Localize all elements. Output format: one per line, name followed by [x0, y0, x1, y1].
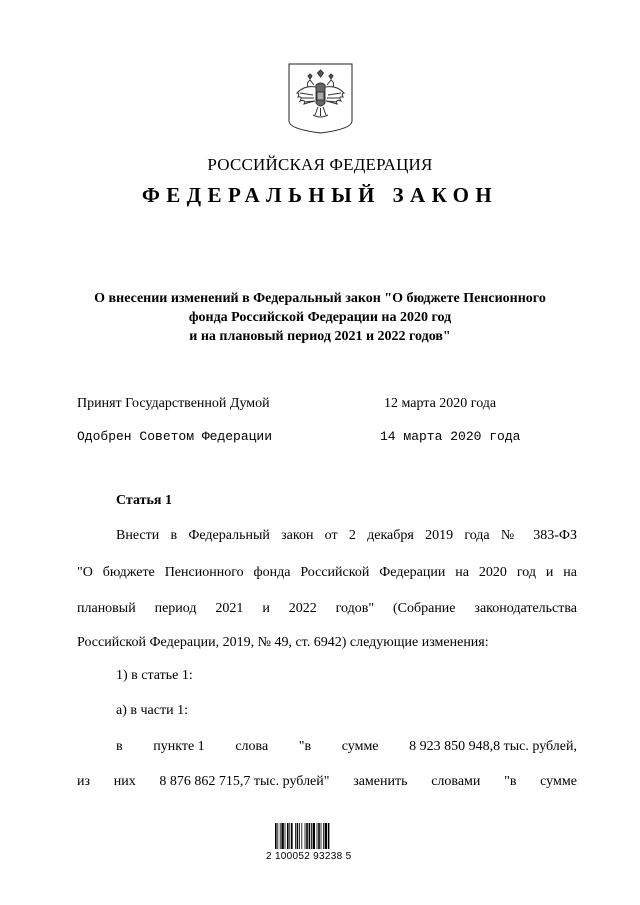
- article-item: 1) в статье 1:: [116, 668, 193, 683]
- article-heading: Статья 1: [116, 493, 172, 508]
- barcode-bar: [291, 823, 293, 849]
- article-text-line: плановый период 2021 и 2022 годов" (Собрание законодательства: [77, 601, 577, 616]
- adoption-council-row: [77, 429, 557, 444]
- word: "в: [504, 774, 517, 789]
- article-text-line: Российской Федерации, 2019, № 49, ст. 6942) следующие изменения:: [77, 635, 489, 650]
- law-type-heading: ФЕДЕРАЛЬНЫЙ ЗАКОН: [141, 183, 499, 207]
- barcode-bar: [280, 823, 281, 849]
- barcode-bar: [285, 823, 286, 849]
- barcode-bar: [321, 823, 322, 849]
- law-title-line: фонда Российской Федерации на 2020 год: [188, 310, 452, 325]
- word: сумме: [341, 739, 379, 754]
- barcode-number: 2 100052 93238 5: [266, 851, 352, 862]
- barcode-bar: [318, 823, 320, 849]
- barcode-bar: [297, 823, 299, 849]
- barcode-bar: [301, 823, 302, 849]
- word: "в: [298, 739, 312, 754]
- adoption-council-date: 14 марта 2020 года: [380, 429, 521, 444]
- barcode-bar: [287, 823, 289, 849]
- law-title-line: и на плановый период 2021 и 2022 годов": [189, 329, 451, 344]
- country-name: РОССИЙСКАЯ ФЕДЕРАЦИЯ: [207, 155, 433, 174]
- barcode-bar: [306, 823, 308, 849]
- word: из: [77, 774, 91, 789]
- coat-of-arms-icon: [288, 63, 353, 134]
- article-text-line: "О бюджете Пенсионного фонда Российской Федерации на 2020 год и на: [77, 565, 577, 580]
- barcode-bar: [295, 823, 296, 849]
- barcode-bar: [305, 823, 306, 849]
- word: заменить: [353, 774, 408, 789]
- word: пункте 1: [153, 739, 205, 754]
- barcode-bar: [325, 823, 327, 849]
- adoption-duma-row: [77, 396, 557, 412]
- article-text-line: [116, 739, 577, 755]
- law-title-line: О внесении изменений в Федеральный закон "О бюджете Пенсионного: [94, 291, 546, 306]
- adoption-council-label: Одобрен Советом Федерации: [77, 429, 273, 444]
- barcode-bar: [289, 823, 290, 849]
- barcode-bar: [317, 823, 318, 849]
- article-subitem: а) в части 1:: [116, 703, 188, 718]
- barcode-bar: [275, 823, 277, 849]
- word: них: [113, 774, 136, 789]
- word: 8 923 850 948,8 тыс. рублей,: [409, 739, 577, 754]
- word: слова: [235, 739, 269, 754]
- word: сумме: [540, 774, 577, 789]
- law-title: [60, 289, 580, 346]
- adoption-duma-label: Принят Государственной Думой: [77, 396, 270, 411]
- article-text-line: Внести в Федеральный закон от 2 декабря 2019 года № 383-ФЗ: [116, 528, 577, 543]
- barcode-bar: [323, 823, 324, 849]
- barcode-bar: [299, 823, 300, 849]
- word: в: [116, 739, 123, 754]
- word: словами: [431, 774, 481, 789]
- barcode-bar: [309, 823, 311, 849]
- word: 8 876 862 715,7 тыс. рублей": [159, 774, 330, 789]
- adoption-duma-date: 12 марта 2020 года: [384, 396, 497, 411]
- article-text-line: [77, 774, 577, 790]
- barcode-bar: [277, 823, 278, 849]
- barcode-bar: [281, 823, 283, 849]
- barcode-bar: [311, 823, 312, 849]
- barcode-bar: [328, 823, 330, 849]
- barcode-icon: [273, 819, 349, 850]
- barcode-bar: [313, 823, 315, 849]
